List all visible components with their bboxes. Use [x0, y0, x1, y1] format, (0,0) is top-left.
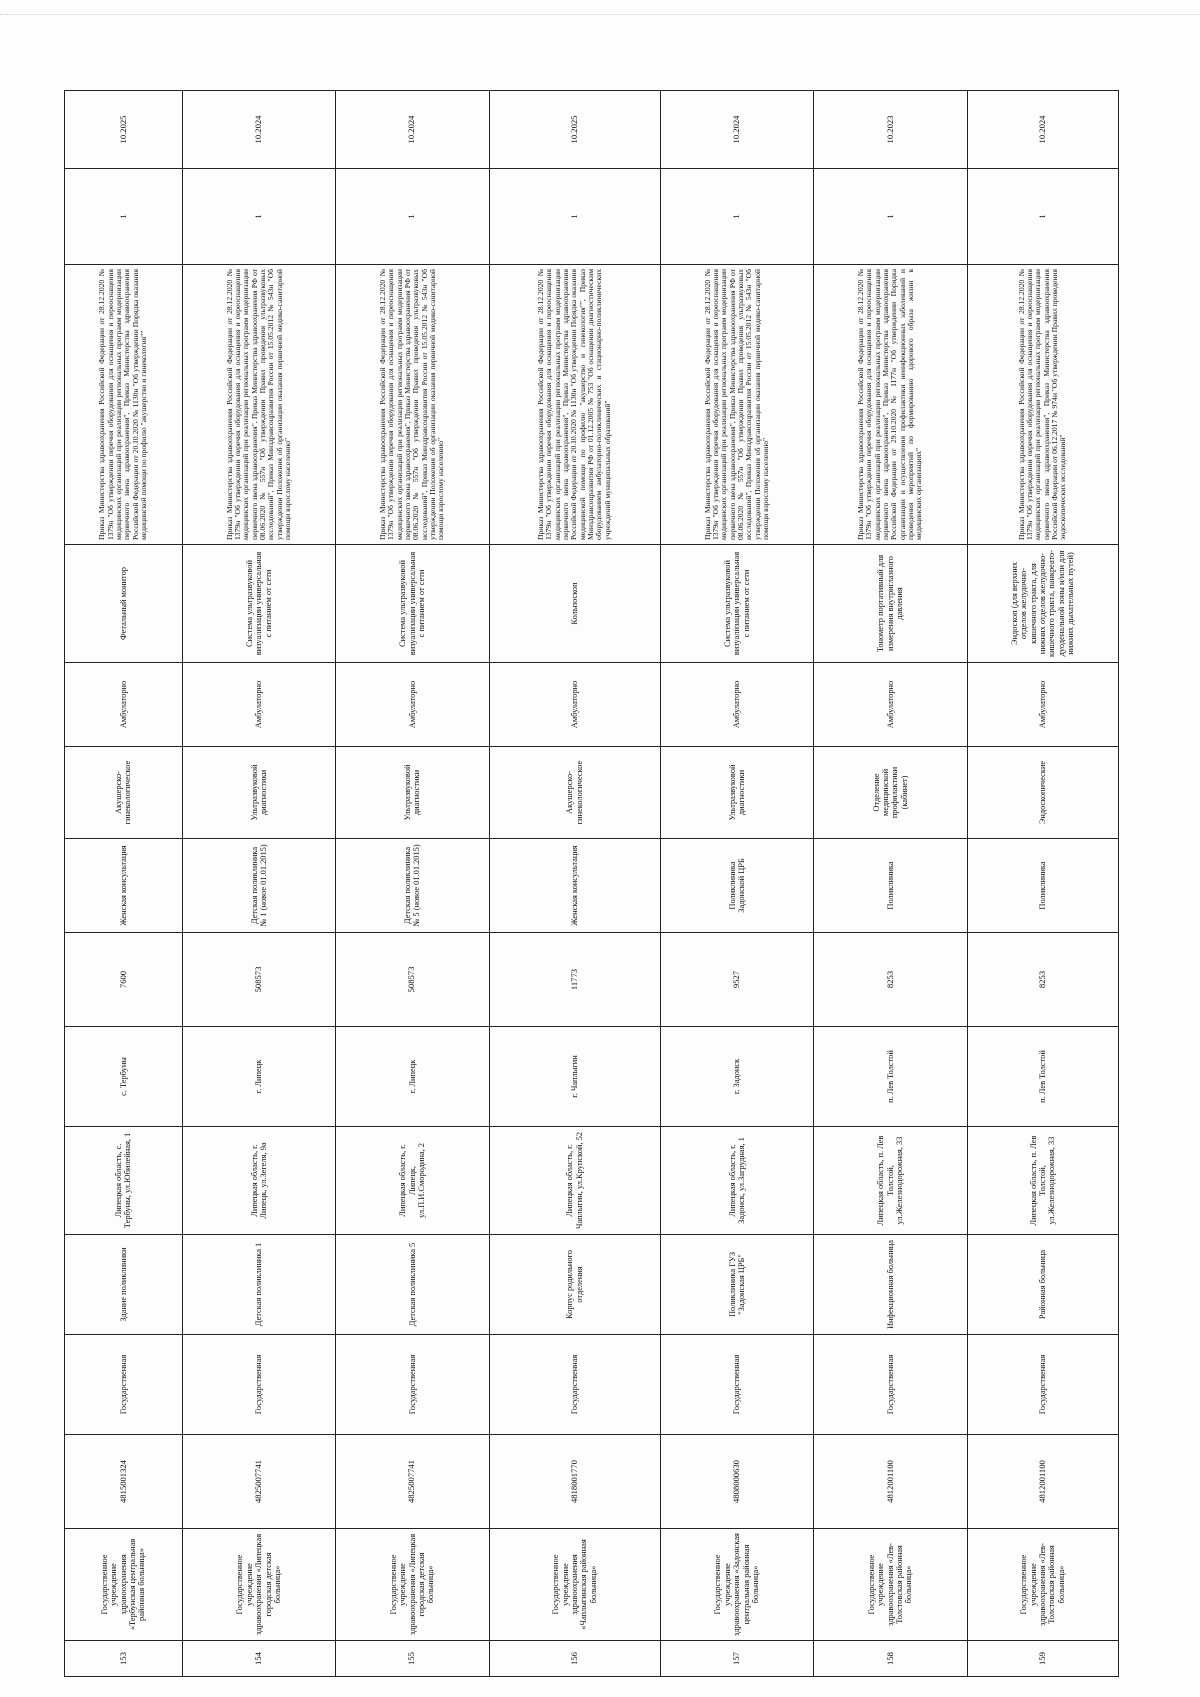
department: Отделение медицинской профилактики (кабинет)	[814, 747, 967, 839]
department: Ультразвуковой диагностики	[182, 747, 335, 839]
address: Липецкая область, п. Лев Толстой, ул.Железнодорожная, 33	[967, 1127, 1118, 1235]
subdivision: Женская консультация	[489, 839, 660, 933]
equipment-name: Система ультразвуковой визуализации универсальная с питанием от сети	[660, 545, 813, 663]
equipment-name: Тонометр портативный для измерения внутриглазного давления	[814, 545, 967, 663]
care-conditions: Амбулаторно	[336, 663, 489, 747]
row-number: 157	[660, 1641, 813, 1677]
address: Липецкая область, г. Задонск, ул.Загрудная, 1	[660, 1127, 813, 1235]
building-name: Инфекционная больница	[814, 1235, 967, 1335]
delivery-date: 10.2024	[967, 91, 1118, 169]
inn-code: 4812001100	[967, 1435, 1118, 1529]
scan-edge-line	[0, 14, 1200, 15]
table-row	[814, 91, 967, 1677]
row-number: 155	[336, 1641, 489, 1677]
delivery-date: 10.2024	[336, 91, 489, 169]
organization-name: Государственное учреждение здравоохранения «Липецкая городская детская больница»	[182, 1529, 335, 1641]
legal-basis: Приказ Министерства здравоохранения Российской Федерации от 28.12.2020 № 1379н "Об утверждении перечня оборудования для оснащения и переоснащения медицинских организаций при реализации региональных программ модернизации первичного звена здравоохранения", Приказ Министерства здравоохранения РФ от 08.06.2020 № 557н "Об утверждении Правил проведения ультразвуковых исследований", Приказ Минздравсоцразвития России от 15.05.2012 № 543н "Об утверждении Положения об организации оказания первичной медико-санитарной помощи взрослому населению"	[182, 265, 335, 545]
population: 508573	[336, 933, 489, 1027]
care-conditions: Амбулаторно	[814, 663, 967, 747]
inn-code: 4812001100	[814, 1435, 967, 1529]
ownership-form: Государственная	[489, 1335, 660, 1435]
delivery-date: 10.2025	[65, 91, 183, 169]
legal-basis: Приказ Министерства здравоохранения Российской Федерации от 28.12.2020 № 1379н "Об утверждении перечня оборудования для оснащения и переоснащения медицинских организаций при реализации региональных программ модернизации первичного звена здравоохранения", Приказ Министерства здравоохранения РФ от 08.06.2020 № 557н "Об утверждении Правил проведения ультразвуковых исследований", Приказ Минздравсоцразвития России от 15.05.2012 № 543н "Об утверждении Положения об организации оказания первичной медико-санитарной помощи взрослому населению"	[336, 265, 489, 545]
equipment-name: Фетальный монитор	[65, 545, 183, 663]
rotated-table-sheet	[64, 91, 1119, 1677]
ownership-form: Государственная	[65, 1335, 183, 1435]
quantity: 1	[660, 169, 813, 265]
legal-basis: Приказ Министерства здравоохранения Российской Федерации от 28.12.2020 № 1379н "Об утверждении перечня оборудования для оснащения и переоснащения медицинских организаций при реализации региональных программ модернизации первичного звена здравоохранения", Приказ Министерства здравоохранения Российской Федерации от 29.10.2020 № 1177н "Об утверждении Порядка организации и осуществления профилактики неинфекционных заболеваний и проведения мероприятий по формированию здорового образа жизни в медицинских организациях"	[814, 265, 967, 545]
address: Липецкая область, п. Лев Толстой, ул.Железнодорожная, 33	[814, 1127, 967, 1235]
population: 508573	[182, 933, 335, 1027]
building-name: Детская поликлиника 1	[182, 1235, 335, 1335]
building-name: Детская поликлиника 5	[336, 1235, 489, 1335]
locality: г. Задонск	[660, 1027, 813, 1127]
row-number: 158	[814, 1641, 967, 1677]
quantity: 1	[814, 169, 967, 265]
subdivision: Поликлиника Задонской ЦРБ	[660, 839, 813, 933]
subdivision: Женская консультация	[65, 839, 183, 933]
locality: г. Чаплыгин	[489, 1027, 660, 1127]
quantity: 1	[65, 169, 183, 265]
locality: с. Тербуны	[65, 1027, 183, 1127]
row-number: 159	[967, 1641, 1118, 1677]
address: Липецкая область, с. Тербуны, ул.Юбилейная, 1	[65, 1127, 183, 1235]
building-name: Районная больница	[967, 1235, 1118, 1335]
row-number: 156	[489, 1641, 660, 1677]
inn-code: 4815001324	[65, 1435, 183, 1529]
ownership-form: Государственная	[814, 1335, 967, 1435]
inn-code: 4825007741	[336, 1435, 489, 1529]
inn-code: 4825007741	[182, 1435, 335, 1529]
population: 9527	[660, 933, 813, 1027]
ownership-form: Государственная	[182, 1335, 335, 1435]
delivery-date: 10.2023	[814, 91, 967, 169]
department: Ультразвуковой диагностики	[336, 747, 489, 839]
organization-name: Государственное учреждение здравоохранения «Липецкая городская детская больница»	[336, 1529, 489, 1641]
organization-name: Государственное учреждение здравоохранения «Задонская центральная районная больница»	[660, 1529, 813, 1641]
table-row	[967, 91, 1118, 1677]
ownership-form: Государственная	[336, 1335, 489, 1435]
locality: п. Лев Толстой	[814, 1027, 967, 1127]
subdivision: Детская поликлиника № 5 (новое 01.01.2015)	[336, 839, 489, 933]
table-row	[336, 91, 489, 1677]
locality: г. Липецк	[336, 1027, 489, 1127]
population: 11773	[489, 933, 660, 1027]
delivery-date: 10.2025	[489, 91, 660, 169]
department: Ультразвуковой диагностики	[660, 747, 813, 839]
inn-code: 4808000630	[660, 1435, 813, 1529]
ownership-form: Государственная	[660, 1335, 813, 1435]
table-row	[65, 91, 183, 1677]
inn-code: 4818001770	[489, 1435, 660, 1529]
building-name: Здание поликлиники	[65, 1235, 183, 1335]
population: 8253	[967, 933, 1118, 1027]
equipment-name: Кольпоскоп	[489, 545, 660, 663]
organization-name: Государственное учреждение здравоохранения «Лев-Толстовская районная больница»	[814, 1529, 967, 1641]
address: Липецкая область, г. Липецк, ул.Зегеля, 9а	[182, 1127, 335, 1235]
population: 8253	[814, 933, 967, 1027]
department: Эндоскопические	[967, 747, 1118, 839]
table-body	[65, 91, 1119, 1677]
quantity: 1	[336, 169, 489, 265]
population: 7600	[65, 933, 183, 1027]
legal-basis: Приказ Министерства здравоохранения Российской Федерации от 28.12.2020 № 1379н "Об утверждении перечня оборудования для оснащения и переоснащения медицинских организаций при реализации региональных программ модернизации первичного звена здравоохранения", Приказ Министерства здравоохранения Российской Федерации от 20.10.2020 № 1130н "Об утверждении Порядка оказания медицинской помощи по профилю "акушерство и гинекология""	[65, 265, 183, 545]
quantity: 1	[182, 169, 335, 265]
row-number: 153	[65, 1641, 183, 1677]
building-name: Поликлиника ГУЗ "Задонская ЦРБ"	[660, 1235, 813, 1335]
care-conditions: Амбулаторно	[967, 663, 1118, 747]
table-row	[182, 91, 335, 1677]
delivery-date: 10.2024	[182, 91, 335, 169]
legal-basis: Приказ Министерства здравоохранения Российской Федерации от 28.12.2020 № 1379н "Об утверждении перечня оборудования для оснащения и переоснащения медицинских организаций при реализации региональных программ модернизации первичного звена здравоохранения", Приказ Министерства здравоохранения РФ от 08.06.2020 № 557н "Об утверждении Правил проведения ультразвуковых исследований", Приказ Минздравсоцразвития России от 15.05.2012 № 543н "Об утверждении Положения об организации оказания первичной медико-санитарной помощи взрослому населению"	[660, 265, 813, 545]
equipment-name: Система ультразвуковой визуализации универсальная с питанием от сети	[336, 545, 489, 663]
department: Акушерско-гинекологическое	[65, 747, 183, 839]
building-name: Корпус родильного отделения	[489, 1235, 660, 1335]
organization-name: Государственное учреждение здравоохранения «Тербунская центральная районная больница»	[65, 1529, 183, 1641]
table-row	[660, 91, 813, 1677]
row-number: 154	[182, 1641, 335, 1677]
equipment-table	[64, 90, 1119, 1677]
care-conditions: Амбулаторно	[660, 663, 813, 747]
organization-name: Государственное учреждение здравоохранения «Чаплыгинская районная больница»	[489, 1529, 660, 1641]
table-row	[489, 91, 660, 1677]
subdivision: Поликлиника	[967, 839, 1118, 933]
care-conditions: Амбулаторно	[182, 663, 335, 747]
locality: п. Лев Толстой	[967, 1027, 1118, 1127]
organization-name: Государственное учреждение здравоохранения «Лев-Толстовская районная больница»	[967, 1529, 1118, 1641]
ownership-form: Государственная	[967, 1335, 1118, 1435]
equipment-name: Эндоскоп (для верхних отделов желудочно-кишечного тракта, для нижних отделов желудочно-кишечного тракта, панкреато-дуоденальной зоны и/или для нижних дыхательных путей)	[967, 545, 1118, 663]
quantity: 1	[967, 169, 1118, 265]
subdivision: Поликлиника	[814, 839, 967, 933]
address: Липецкая область, г. Чаплыгин, ул.Крупской, 52	[489, 1127, 660, 1235]
quantity: 1	[489, 169, 660, 265]
subdivision: Детская поликлиника № 1 (новое 01.01.2015)	[182, 839, 335, 933]
delivery-date: 10.2024	[660, 91, 813, 169]
address: Липецкая область, г. Липецк, ул.П.И.Смородина, 2	[336, 1127, 489, 1235]
equipment-name: Система ультразвуковой визуализации универсальная с питанием от сети	[182, 545, 335, 663]
care-conditions: Амбулаторно	[489, 663, 660, 747]
legal-basis: Приказ Министерства здравоохранения Российской Федерации от 28.12.2020 № 1379н "Об утверждении перечня оборудования для оснащения и переоснащения медицинских организаций при реализации региональных программ модернизации первичного звена здравоохранения", Приказ Министерства здравоохранения Российской Федерации от 06.12.2017 № 974н "Об утверждении Правил проведения эндоскопических исследований"	[967, 265, 1118, 545]
care-conditions: Амбулаторно	[65, 663, 183, 747]
department: Акушерско-гинекологическое	[489, 747, 660, 839]
legal-basis: Приказ Министерства здравоохранения Российской Федерации от 28.12.2020 № 1379н "Об утверждении перечня оборудования для оснащения и переоснащения медицинских организаций при реализации региональных программ модернизации первичного звена здравоохранения", Приказ Министерства здравоохранения Российской Федерации от 20.10.2020 № 1130н "Об утверждении Порядка оказания медицинской помощи по профилю "акушерство и гинекология"", Приказ Минздравсоцразвития РФ от 01.12.2005 № 753 "Об оснащении диагностическим оборудованием амбулаторно-поликлинических и стационарно-поликлинических учреждений муниципальных образований"	[489, 265, 660, 545]
locality: г. Липецк	[182, 1027, 335, 1127]
